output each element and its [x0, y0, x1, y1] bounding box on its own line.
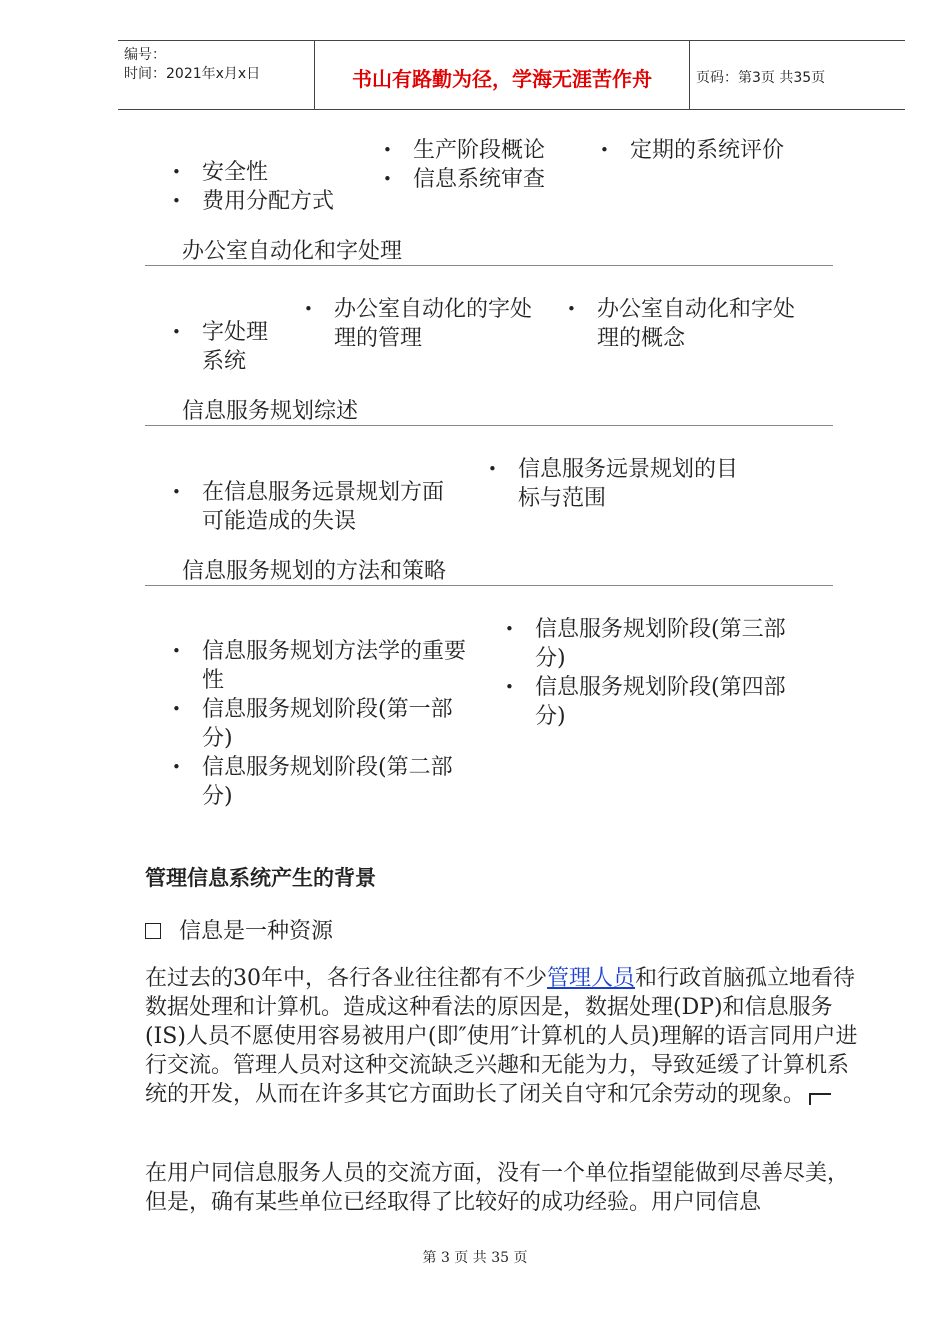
return-mark-icon [809, 1093, 831, 1105]
bullet-list-3a [172, 478, 452, 536]
list-item: • 办公室自动化和字处理的概念 [567, 295, 797, 353]
code-label: 编号： [124, 47, 166, 63]
bullet-list-2a [172, 318, 278, 376]
header-motto-cell [315, 41, 690, 109]
list-item: • 办公室自动化的字处理的管理 [304, 295, 534, 353]
management-staff-link[interactable]: 管理人员 [547, 966, 636, 991]
list-item: • 定期的系统评价 [600, 136, 830, 165]
section-title: 信息服务规划综述 [182, 399, 359, 424]
list-item: • 安全性 [172, 158, 362, 187]
paragraph-2: 在用户同信息服务人员的交流方面，没有一个单位指望能做到尽善尽美，但是，确有某些单位已经取得了比较好的成功经验。用户同信息 [145, 1161, 850, 1215]
bullet-list-4a [172, 637, 472, 811]
list-item: • 信息服务规划阶段(第三部分) [505, 615, 795, 673]
checkbox-line [145, 914, 333, 945]
bullet-list-2b [304, 295, 534, 353]
section-title: 办公室自动化和字处理 [182, 239, 403, 264]
motto: 书山有路勤为径，学海无涯苦作舟 [352, 67, 652, 91]
bullet-list-1a [172, 158, 362, 216]
page-header [118, 40, 905, 110]
paragraph-text: 和行政首脑孤立地看待数据处理和计算机。造成这种看法的原因是，数据处理(DP)和信息服务(IS)人员不愿使用容易被用户(即″使用″计算机的人员)理解的语言同用户进行交流。管理人员对这种交流缺乏兴趣和无能为力，导致延缓了计算机系统的开发，从而在许多其它方面助长了闭关自守和冗余劳动的现象。 [145, 966, 858, 1107]
list-item: • 信息服务规划方法学的重要性 [172, 637, 472, 695]
list-item: • 字处理系统 [172, 318, 278, 376]
section-rule [145, 425, 833, 426]
list-item: • 信息服务远景规划的目标与范围 [488, 455, 748, 513]
paragraph-text: 在过去的30年中，各行各业往往都有不少 [145, 966, 547, 991]
bullet-list-4b [505, 615, 795, 731]
checkbox-label: 信息是一种资源 [179, 919, 334, 944]
checkbox-icon [145, 923, 161, 939]
article-heading: 管理信息系统产生的背景 [145, 866, 376, 890]
section-rule [145, 265, 833, 266]
list-item: • 信息服务规划阶段(第二部分) [172, 753, 472, 811]
list-item: • 生产阶段概论 [383, 136, 583, 165]
bullet-list-1c [600, 136, 830, 165]
list-item: • 在信息服务远景规划方面可能造成的失误 [172, 478, 452, 536]
list-item: • 费用分配方式 [172, 187, 362, 216]
bullet-list-3b [488, 455, 748, 513]
list-item: • 信息服务规划阶段(第一部分) [172, 695, 472, 753]
paragraph-1 [145, 964, 865, 1109]
section-title: 信息服务规划的方法和策略 [182, 559, 447, 584]
bullet-list-2c [567, 295, 797, 353]
list-item: • 信息服务规划阶段(第四部分) [505, 673, 795, 731]
bullet-list-1b [383, 136, 583, 194]
list-item: • 信息系统审查 [383, 165, 583, 194]
section-rule [145, 585, 833, 586]
page-footer: 第 3 页 共 35 页 [422, 1250, 528, 1266]
page-info: 页码：第3页 共35页 [696, 70, 826, 86]
header-meta-cell [118, 41, 315, 109]
time-label: 时间：2021年x月x日 [124, 66, 261, 82]
